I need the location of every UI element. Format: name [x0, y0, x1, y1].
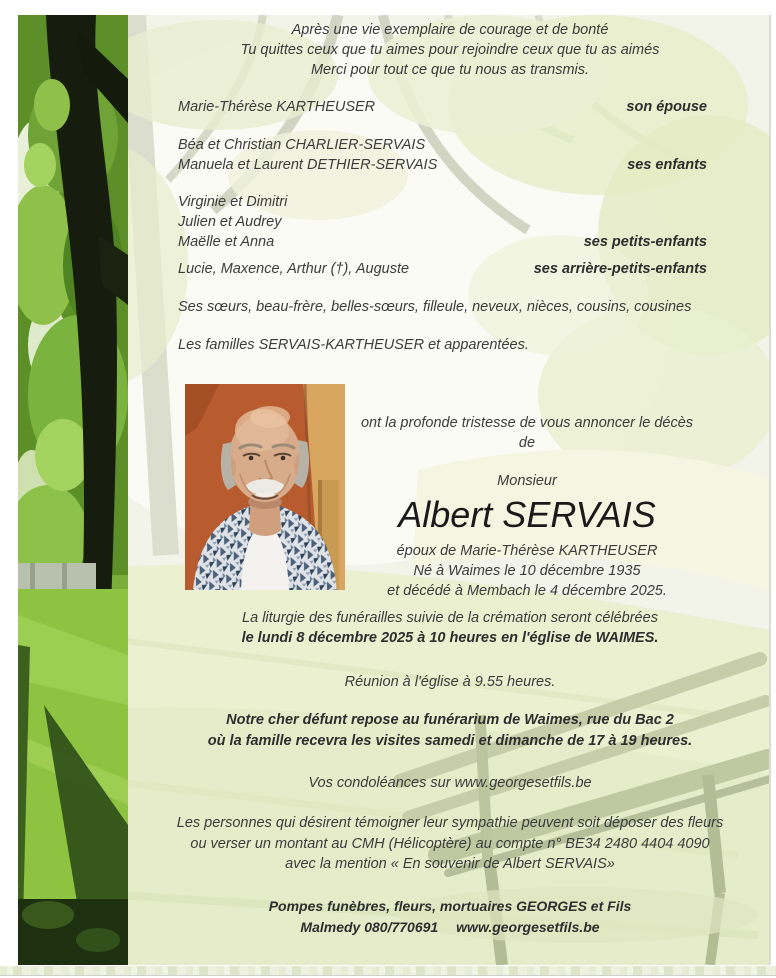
family-name-line: Julien et Audrey	[178, 214, 282, 230]
background-park-photo-strip	[18, 15, 128, 965]
announcement-intro: ont la profonde tristesse de vous annoncer le décès de	[360, 415, 694, 451]
family-names	[178, 97, 375, 117]
donation-line: Les personnes qui désirent témoigner leur sympathie peuvent soit déposer des fleurs	[176, 815, 724, 831]
family-names	[178, 135, 437, 175]
funeral-home-website: www.georgesetfils.be	[456, 919, 600, 935]
spouse-line: époux de Marie-Thérèse KARTHEUSER	[396, 543, 658, 559]
donation-line: ou verser un montant au CMH (Hélicoptère) au compte n° BE34 2480 4404 4090	[190, 835, 710, 852]
condolences-line: Vos condoléances sur www.georgesetfils.be	[308, 775, 592, 791]
quote-line: Après une vie exemplaire de courage et de bonté	[291, 22, 609, 38]
visitation-line: Notre cher défunt repose au funérarium de Waimes, rue du Bac 2	[226, 712, 674, 728]
ceremony-info	[140, 608, 760, 648]
ceremony-line: La liturgie des funérailles suivie de la crémation seront célébrées	[242, 610, 658, 626]
family-name-line: Maëlle et Anna	[178, 234, 275, 250]
funeral-home-phone: Malmedy 080/770691	[300, 919, 439, 935]
visitation-info	[140, 710, 760, 752]
donation-line: avec la mention « En souvenir de Albert SERVAIS»	[285, 856, 615, 872]
quote-line: Merci pour tout ce que tu nous as transmis.	[310, 62, 590, 78]
family-name-line: Virginie et Dimitri	[178, 194, 288, 210]
family-name-line: Lucie, Maxence, Arthur (†), Auguste	[178, 261, 410, 277]
family-names	[178, 192, 287, 252]
funeral-home-footer	[140, 896, 760, 938]
announcement-title: Monsieur	[497, 473, 557, 489]
family-names	[178, 259, 409, 279]
family-name-line: Manuela et Laurent DETHIER-SERVAIS	[178, 157, 438, 173]
families-line: Les familles SERVAIS-KARTHEUSER et apparentées.	[178, 337, 529, 353]
deceased-name: Albert SERVAIS	[398, 494, 656, 535]
donation-info	[140, 813, 760, 875]
relation-label: ses petits-enfants	[583, 234, 707, 250]
ceremony-date-line: le lundi 8 décembre 2025 à 10 heures en l'église de WAIMES.	[241, 630, 659, 646]
church-meeting-line: Réunion à l'église à 9.55 heures.	[344, 674, 556, 690]
family-group-children	[178, 135, 707, 175]
relation-label: ses arrière-petits-enfants	[533, 261, 707, 277]
portrait-photo	[185, 384, 345, 590]
funeral-home-line: Pompes funèbres, fleurs, mortuaires GEORGES et Fils	[268, 898, 632, 914]
funeral-home-contact	[140, 917, 760, 938]
quote-line: Tu quittes ceux que tu aimes pour rejoindre ceux que tu as aimés	[240, 42, 660, 58]
death-announcement	[357, 413, 697, 601]
family-group-grandchildren	[178, 192, 707, 252]
background-bottom-texture	[0, 966, 776, 976]
visitation-line: où la famille recevra les visites samedi et dimanche de 17 à 19 heures.	[207, 733, 693, 749]
family-name-line: Marie-Thérèse KARTHEUSER	[178, 99, 376, 115]
family-group-spouse	[178, 97, 707, 117]
relatives-line: Ses sœurs, beau-frère, belles-sœurs, filleule, neveux, nièces, cousins, cousines	[178, 299, 692, 315]
family-name-line: Béa et Christian CHARLIER-SERVAIS	[178, 137, 426, 153]
death-line: et décédé à Membach le 4 décembre 2025.	[387, 583, 667, 599]
family-group-great-grandchildren	[178, 259, 707, 279]
relation-label: son épouse	[626, 99, 707, 115]
birth-line: Né à Waimes le 10 décembre 1935	[413, 563, 641, 579]
relation-label: ses enfants	[627, 157, 707, 173]
opening-quote	[140, 20, 760, 80]
